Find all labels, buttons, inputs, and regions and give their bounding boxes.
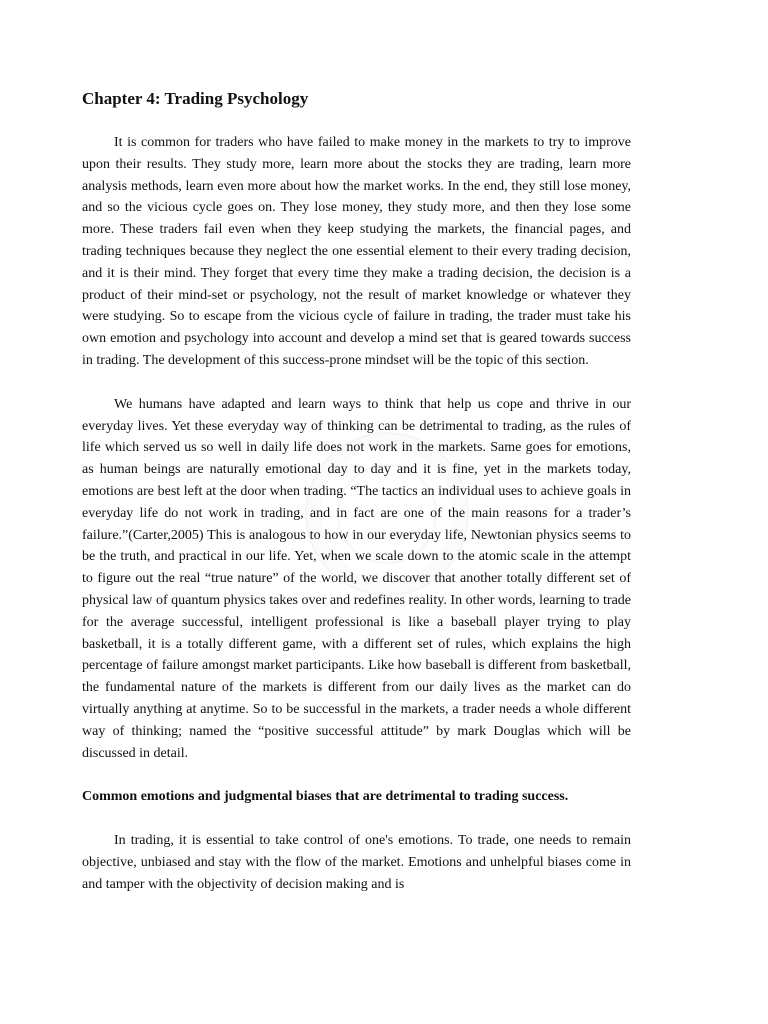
chapter-title: Chapter 4: Trading Psychology	[82, 89, 309, 108]
paragraph-1: It is common for traders who have failed to make money in the markets to try to improve upon their results. They study more, learn more about the stocks they are trading, learn more analysis methods, learn even more about how the market works. In the end, they still lose money, and so the vicious cycle goes on. They lose money, they study more, and then they lose some more. These traders fail even when they keep studying the markets, the financial pages, and trading techniques because they neglect the one essential element to their every trading decision, and it is their mind. They forget that every time they make a trading decision, the decision is a product of their mind-set or psychology, not the result of market knowledge or whatever they were studying. So to escape from the vicious cycle of failure in trading, the trader must take his own emotion and psychology into account and develop a mind set that is geared towards success in trading. The development of this success-prone mindset will be the topic of this section.	[82, 135, 631, 368]
document-page	[82, 88, 631, 896]
paragraph-2: We humans have adapted and learn ways to think that help us cope and thrive in our everyday lives. Yet these everyday way of thinking can be detrimental to trading, as the rules of life which served us so well in daily life does not work in the markets. Same goes for emotions, as human beings are naturally emotional day to day and it is fine, yet in the markets today, emotions are best left at the door when trading. “The tactics an individual uses to achieve goals in everyday life do not work in trading, and in fact are one of the main reasons for a trader’s failure.”(Carter,2005) This is analogous to how in our everyday life, Newtonian physics seems to be the truth, and practical in our life. Yet, when we scale down to the atomic scale in the attempt to figure out the real “true nature” of the world, we discover that another totally different set of physical law of quantum physics takes over and redefines reality. In other words, learning to trade for the average successful, intelligent professional is like a baseball player trying to play basketball, it is a totally different game, with a different set of rules, which explains the high percentage of failure amongst market participants. Like how baseball is different from basketball, the fundamental nature of the markets is different from our daily lives as the market can do virtually anything at anytime. So to be successful in the markets, a trader needs a whole different way of thinking; named the “positive successful attitude” by mark Douglas which will be discussed in detail.	[82, 396, 631, 761]
section-heading: Common emotions and judgmental biases that are detrimental to trading success.	[82, 789, 569, 805]
paragraph-3: In trading, it is essential to take control of one's emotions. To trade, one needs to remain objective, unbiased and stay with the flow of the market. Emotions and unhelpful biases come in and tamper with the objectivity of decision making and is	[82, 833, 631, 892]
